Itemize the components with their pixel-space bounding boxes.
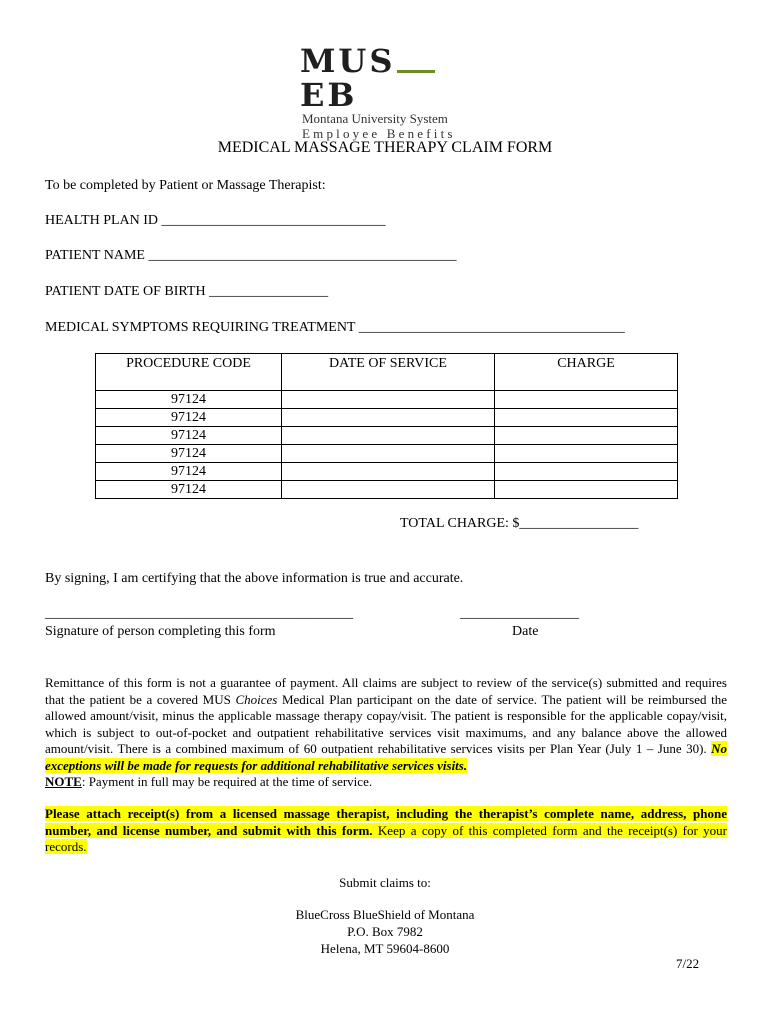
logo-line1: Montana University System: [302, 111, 448, 126]
signature-line[interactable]: ____________________________________________: [45, 606, 353, 621]
submit-city: Helena, MT 59604-8600: [320, 941, 450, 956]
dob-field[interactable]: PATIENT DATE OF BIRTH _________________: [45, 284, 329, 299]
submit-box: P.O. Box 7982: [347, 924, 423, 939]
header-charge: CHARGE: [495, 354, 678, 391]
remittance-paragraph: [45, 675, 727, 791]
header-date-of-service: DATE OF SERVICE: [282, 354, 495, 391]
no-exceptions-highlight: No exceptions will be made for requests for additional rehabilitative services visits.: [45, 741, 727, 773]
procedure-code-cell: 97124: [96, 481, 282, 499]
date-of-service-cell[interactable]: [282, 481, 495, 499]
table-row: [96, 427, 678, 445]
date-label: Date: [512, 624, 539, 639]
total-charge-field[interactable]: TOTAL CHARGE: $_________________: [400, 516, 639, 531]
date-of-service-cell[interactable]: [282, 391, 495, 409]
submit-heading: Submit claims to:: [339, 875, 431, 890]
procedure-code-cell: 97124: [96, 427, 282, 445]
intro-text: To be completed by Patient or Massage Therapist:: [45, 178, 326, 193]
date-of-service-cell[interactable]: [282, 445, 495, 463]
patient-name-field[interactable]: PATIENT NAME ____________________________________________: [45, 248, 457, 263]
signature-label: Signature of person completing this form: [45, 624, 276, 639]
logo-eb-text: EB: [300, 76, 358, 114]
charge-cell[interactable]: [495, 445, 678, 463]
health-plan-id-field[interactable]: HEALTH PLAN ID ________________________________: [45, 213, 386, 228]
attach-rest-text: Keep a copy of this completed form and the receipt(s) for your records.: [45, 822, 728, 854]
table-row: [96, 409, 678, 427]
form-title: MEDICAL MASSAGE THERAPY CLAIM FORM: [217, 139, 553, 156]
remittance-text-2: Medical Plan participant on the date of service. The patient will be reimbursed the allowed amount/visit, minus the applicable massage therapy copay/visit. The patient is responsible for the applicable copay/visit, which is subject to out-of-pocket and outpatient rehabilitative services visit maximums, and any balance above the allowed amount/visit. There is a combined maximum of 60 outpatient rehabilitative services visits per Plan Year (July 1 – June 30).: [45, 691, 728, 756]
note-label: NOTE: [45, 774, 82, 789]
remittance-text-1: Remittance of this form is not a guarantee of payment. All claims are subject to review of the service(s) submitted and requires that the patient be a covered MUS: [45, 675, 727, 707]
submit-name: BlueCross BlueShield of Montana: [295, 907, 475, 922]
certify-text: By signing, I am certifying that the above information is true and accurate.: [45, 571, 464, 586]
table-row: [96, 481, 678, 499]
procedure-code-cell: 97124: [96, 445, 282, 463]
charge-cell[interactable]: [495, 409, 678, 427]
date-line[interactable]: _________________: [460, 606, 579, 621]
mus-eb-logo: [300, 44, 475, 142]
logo-bar: [397, 70, 435, 73]
symptoms-field[interactable]: MEDICAL SYMPTOMS REQUIRING TREATMENT ______________________________________: [45, 320, 625, 335]
table-header-row: [96, 354, 678, 391]
table-row: [96, 463, 678, 481]
date-of-service-cell[interactable]: [282, 427, 495, 445]
choices-text: Choices: [235, 691, 278, 707]
attach-paragraph: [45, 806, 727, 856]
header-procedure-code: PROCEDURE CODE: [96, 354, 282, 391]
procedure-code-cell: 97124: [96, 391, 282, 409]
charge-cell[interactable]: [495, 481, 678, 499]
table-row: [96, 445, 678, 463]
logo-mus-text: MUS: [300, 42, 396, 80]
procedure-code-cell: 97124: [96, 409, 282, 427]
procedure-code-cell: 97124: [96, 463, 282, 481]
charge-cell[interactable]: [495, 427, 678, 445]
date-of-service-cell[interactable]: [282, 409, 495, 427]
table-row: [96, 391, 678, 409]
date-of-service-cell[interactable]: [282, 463, 495, 481]
charge-cell[interactable]: [495, 391, 678, 409]
note-text: : Payment in full may be required at the time of service.: [81, 774, 373, 789]
procedure-table: [95, 353, 678, 499]
attach-bold-text: Please attach receipt(s) from a licensed massage therapist, including the therapist’s complete name, address, phone number, and license number, and submit with this form.: [45, 806, 727, 838]
charge-cell[interactable]: [495, 463, 678, 481]
version-label: 7/22: [676, 956, 700, 971]
logo-line2: Employee Benefits: [302, 126, 456, 141]
